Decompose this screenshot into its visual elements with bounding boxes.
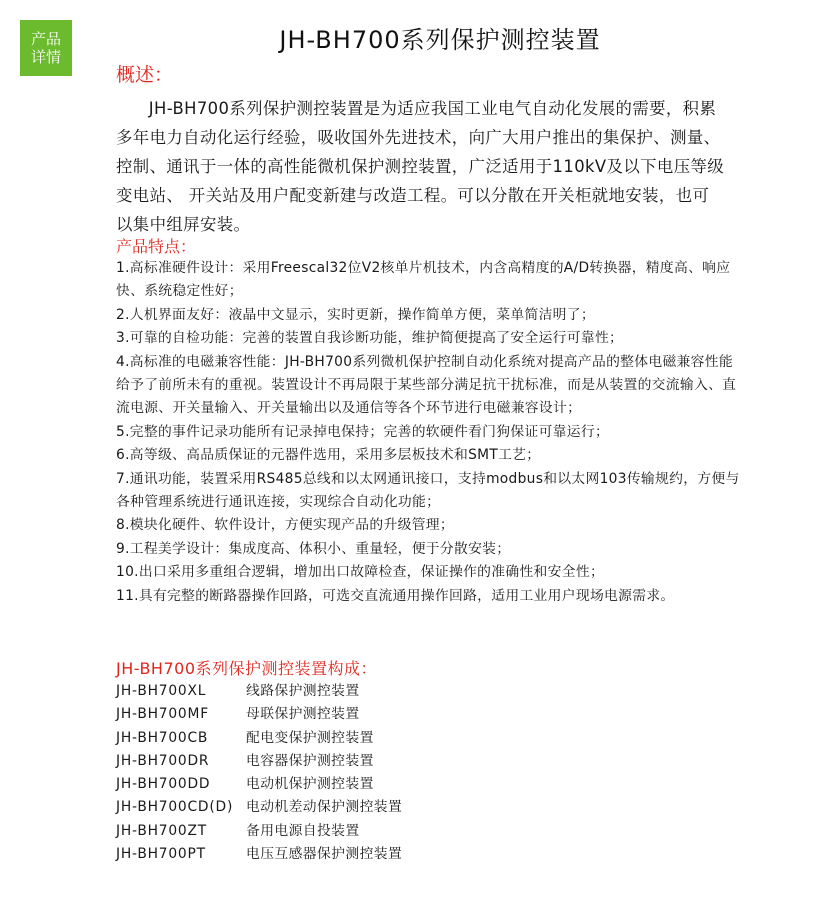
feature-item: 6.高等级、高品质保证的元器件选用，采用多层板技术和SMT工艺；	[116, 447, 541, 464]
feature-item: 10.出口采用多重组合逻辑，增加出口故障检查，保证操作的准确性和安全性；	[116, 564, 605, 581]
badge-line-1: 产品	[30, 30, 61, 48]
model-row	[116, 796, 402, 819]
feature-item: 2.人机界面友好：液晶中文显示，实时更新，操作简单方便，菜单简洁明了；	[116, 306, 595, 323]
feature-item: 3.可靠的自检功能：完善的装置自我诊断功能，维护简便提高了安全运行可靠性；	[116, 330, 624, 347]
model-code: JH-BH700ZT	[116, 822, 207, 839]
model-code: JH-BH700MF	[116, 706, 209, 723]
model-code: JH-BH700DD	[116, 776, 211, 793]
model-row	[116, 773, 402, 796]
feature-item: 1.高标准硬件设计：采用Freescal32位V2核单片机技术，内含高精度的A/D转换器，精度高、响应快、系统稳定性好；	[116, 260, 731, 300]
model-description: 电容器保护测控装置	[246, 752, 374, 769]
model-code: JH-BH700CB	[116, 729, 209, 746]
model-description: 电动机保护测控装置	[246, 776, 374, 793]
model-description: 电压互感器保护测控装置	[246, 846, 403, 863]
model-code: JH-BH700DR	[116, 752, 210, 769]
feature-item: 9.工程美学设计：集成度高、体积小、重量轻，便于分散安装；	[116, 540, 511, 557]
feature-item: 8.模块化硬件、软件设计，方便实现产品的升级管理；	[116, 517, 454, 534]
model-description: 备用电源自投装置	[246, 822, 360, 839]
model-row	[116, 820, 402, 843]
badge-line-2: 详情	[30, 48, 61, 66]
model-row	[116, 703, 402, 726]
feature-item: 4.高标准的电磁兼容性能：JH-BH700系列微机保护控制自动化系统对提高产品的整体电磁兼容性能给予了前所未有的重视。装置设计不再局限于某些部分满足抗干扰标准，而是从装置的交流输入、直流电源、开关量输入、开关量输出以及通信等各个环节进行电磁兼容设计；	[116, 353, 737, 417]
model-description: 线路保护测控装置	[246, 683, 360, 699]
model-description: 母联保护测控装置	[246, 706, 360, 723]
product-details-badge	[20, 20, 72, 76]
overview-heading: 概述：	[116, 64, 174, 86]
overview-paragraph: JH-BH700系列保护测控装置是为适应我国工业电气自动化发展的需要，积累多年电力自动化运行经验，吸收国外先进技术，向广大用户推出的集保护、测量、控制、通讯于一体的高性能微机保护测控装置，广泛适用于110kV及以下电压等级变电站、 开关站及用户配变新建与改造工程。可以分散在开关柜就地安装，也可以集中组屏安装。	[116, 99, 725, 234]
model-row	[116, 727, 402, 750]
feature-item: 5.完整的事件记录功能所有记录掉电保持；完善的软硬件看门狗保证可靠运行；	[116, 423, 610, 440]
models-list	[116, 680, 402, 866]
feature-item: 7.通讯功能，装置采用RS485总线和以太网通讯接口，支持modbus和以太网103传输规约，方便与各种管理系统进行通讯连接，实现综合自动化功能；	[116, 470, 740, 511]
features-heading: 产品特点：	[116, 237, 197, 256]
model-description: 配电变保护测控装置	[246, 729, 374, 746]
model-row	[116, 750, 402, 773]
model-row	[116, 843, 402, 866]
model-description: 电动机差动保护测控装置	[246, 799, 403, 816]
model-code: JH-BH700XL	[116, 683, 207, 699]
features-list	[116, 257, 742, 608]
model-code: JH-BH700PT	[116, 846, 206, 863]
model-row	[116, 680, 402, 703]
page-title: JH-BH700系列保护测控装置	[279, 26, 601, 54]
feature-item: 11.具有完整的断路器操作回路，可选交直流通用操作回路，适用工业用户现场电源需求。	[116, 587, 675, 604]
model-code: JH-BH700CD(D)	[116, 799, 234, 816]
models-heading: JH-BH700系列保护测控装置构成：	[116, 659, 378, 678]
